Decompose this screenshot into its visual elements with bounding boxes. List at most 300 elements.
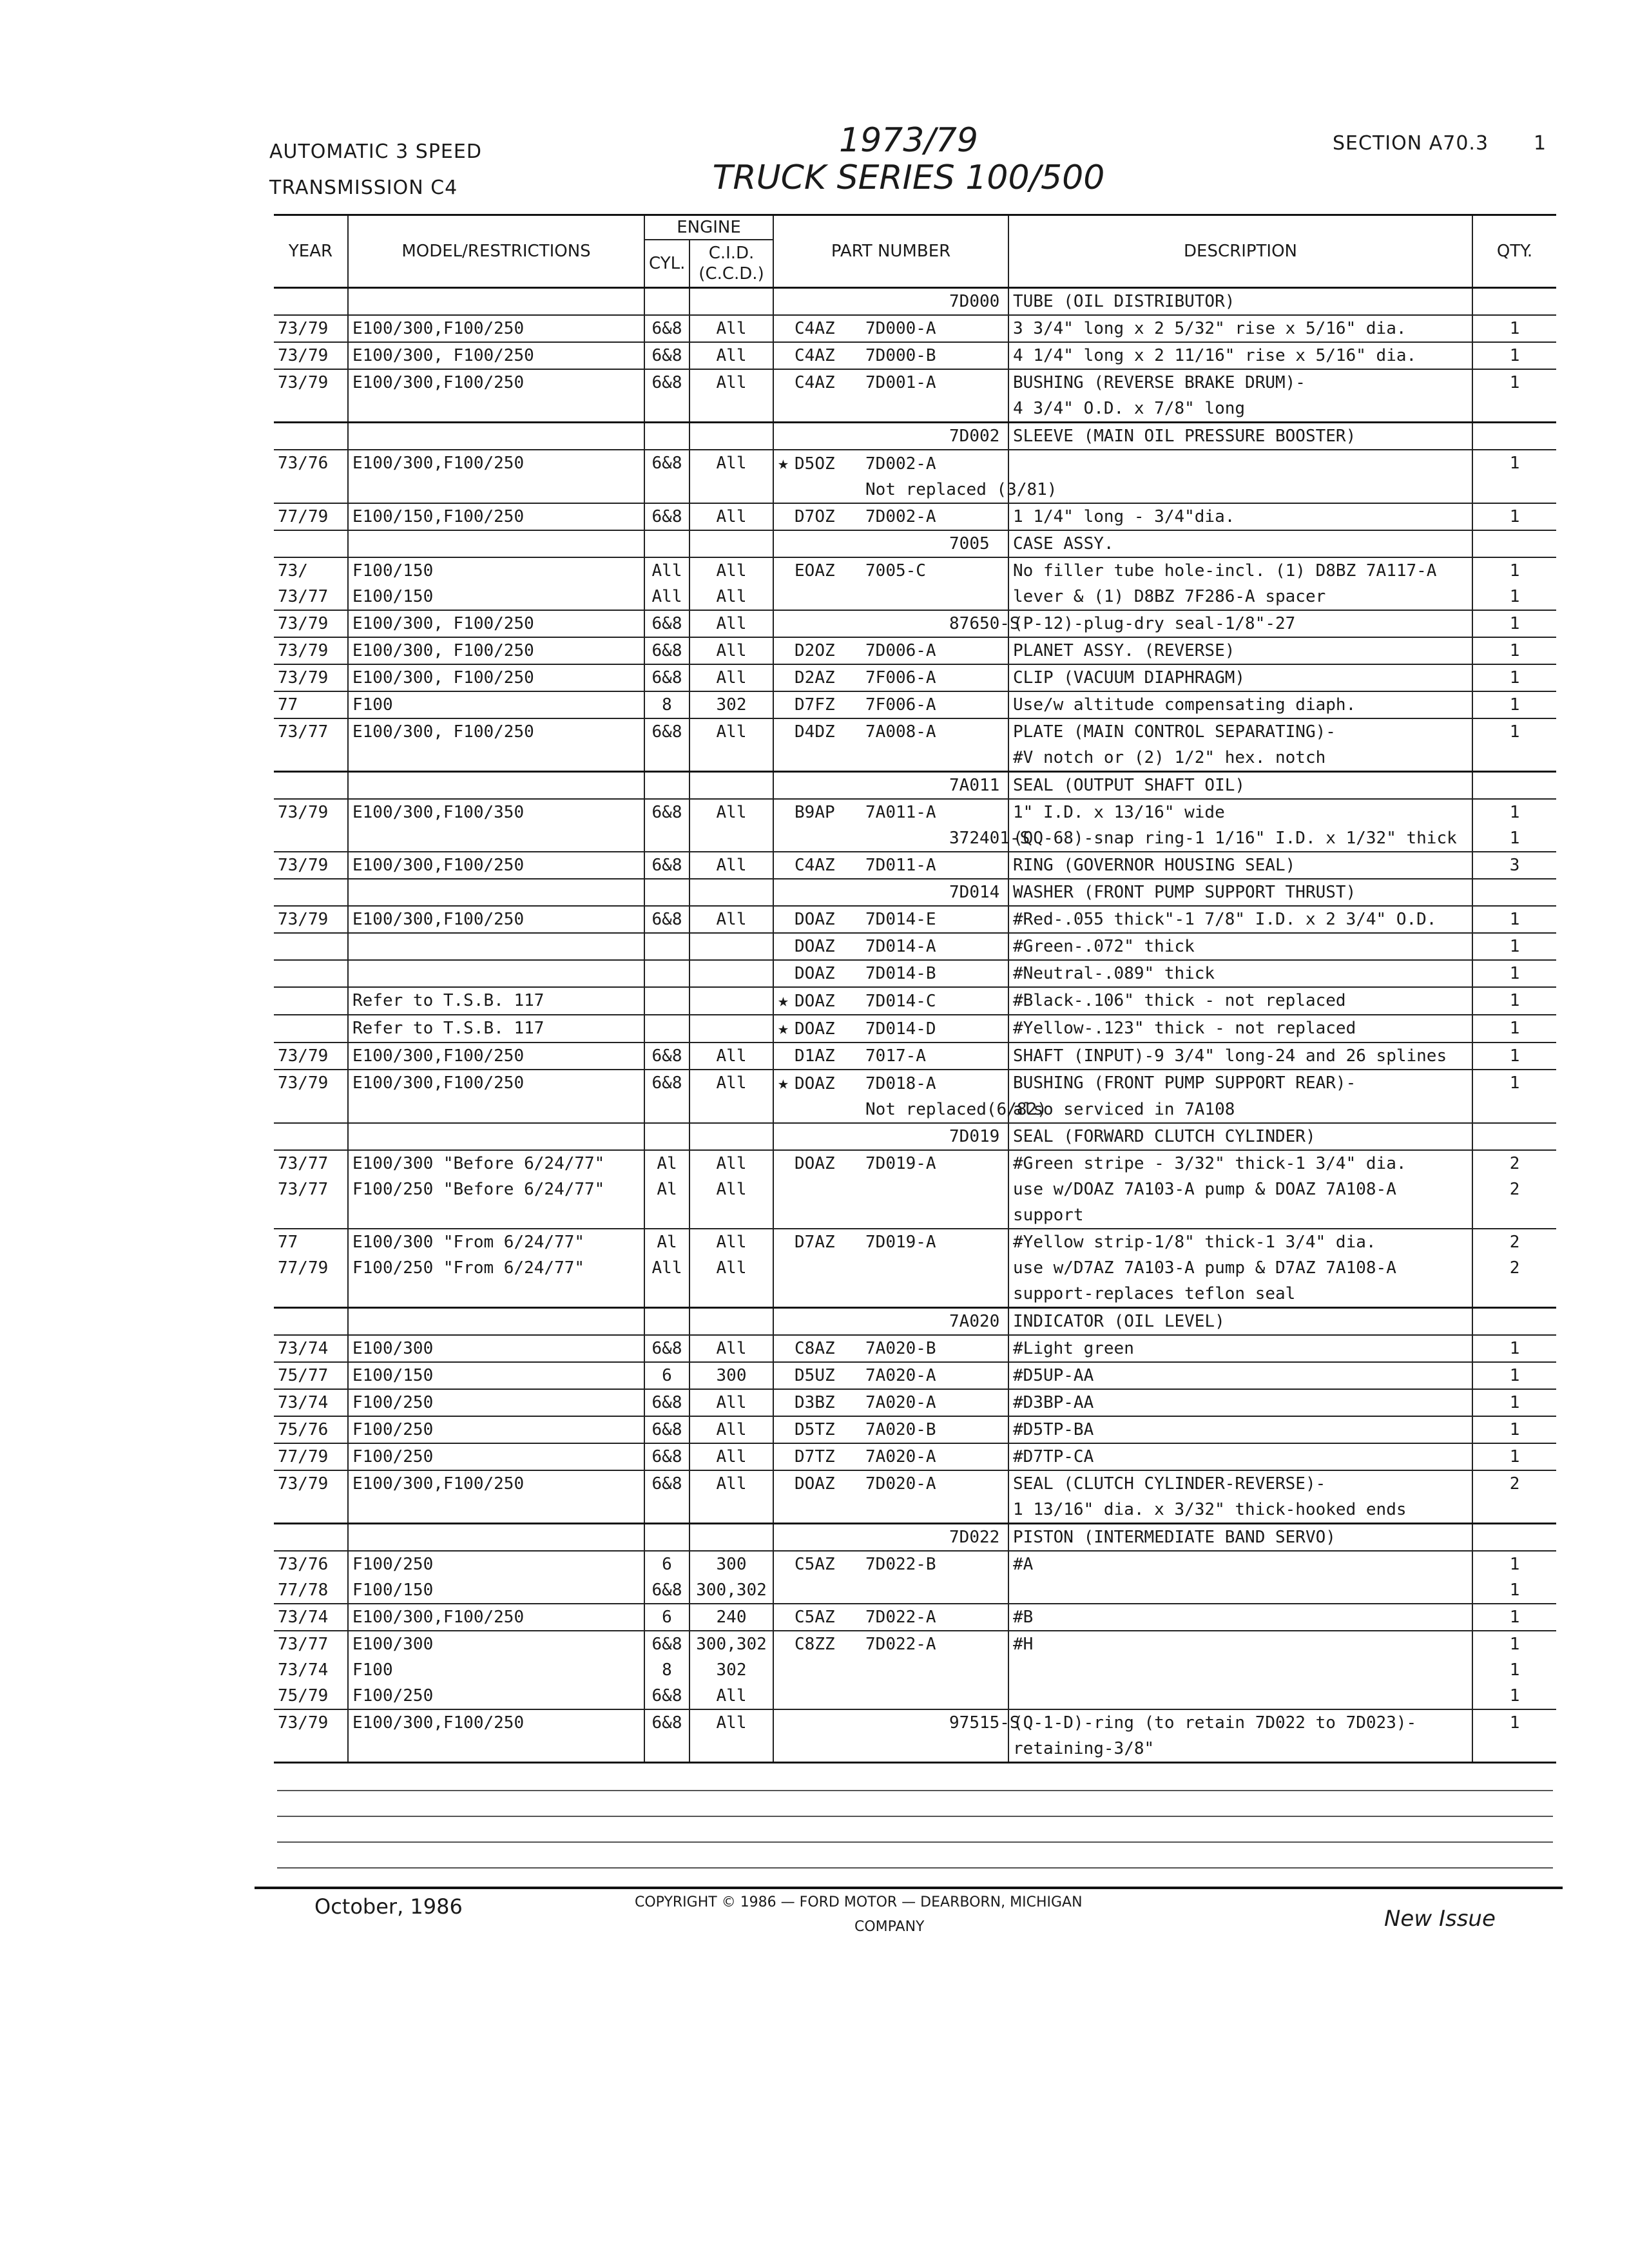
part-base: 7D011-A — [865, 856, 936, 875]
row-part-number — [773, 1229, 1008, 1255]
row-cid — [689, 960, 773, 987]
row-model-restrictions — [348, 396, 644, 423]
table-row — [274, 1281, 1556, 1308]
row-year: 77/79 — [274, 1443, 348, 1470]
part-base: 7D001-A — [865, 373, 936, 392]
row-year: 73/79 — [274, 1470, 348, 1497]
row-model-restrictions — [348, 1202, 644, 1229]
row-description: 1" I.D. x 13/16" wide — [1008, 799, 1472, 825]
row-year — [274, 960, 348, 987]
row-cyl — [644, 396, 689, 423]
row-cid — [689, 396, 773, 423]
row-part-number — [773, 987, 1008, 1015]
table-row — [274, 691, 1556, 718]
footer-rule — [255, 1887, 1563, 1889]
row-cid — [689, 772, 773, 800]
part-base: Not replaced (3/81) — [865, 480, 1057, 499]
row-qty: 2 — [1509, 1258, 1520, 1278]
row-qty — [1472, 879, 1556, 906]
table-row — [274, 1150, 1556, 1177]
row-description: CLIP (VACUUM DIAPHRAGM) — [1008, 664, 1472, 691]
table-row — [274, 396, 1556, 423]
row-year: 73/77 — [274, 584, 348, 610]
row-part-number — [773, 1604, 1008, 1631]
footer-date: October, 1986 — [314, 1894, 463, 1919]
row-model-restrictions: E100/150 — [348, 584, 644, 610]
part-base: 7D019 — [949, 1127, 1000, 1146]
part-prefix: C4AZ — [795, 346, 835, 365]
row-description: INDICATOR (OIL LEVEL) — [1008, 1308, 1472, 1336]
row-cyl — [644, 879, 689, 906]
row-model-restrictions — [348, 772, 644, 800]
footer-status: New Issue — [1384, 1906, 1496, 1932]
row-year: 73/79 — [274, 1070, 348, 1097]
part-base: 7F006-A — [865, 668, 936, 687]
part-base: 7F006-A — [865, 695, 936, 715]
row-part-number — [773, 1043, 1008, 1070]
row-qty: 1 — [1472, 1683, 1556, 1709]
row-year — [274, 1015, 348, 1043]
part-base: 87650-S — [949, 614, 1020, 633]
row-qty — [1472, 477, 1556, 503]
row-cid: All — [689, 1043, 773, 1070]
row-qty — [1472, 530, 1556, 557]
table-row — [274, 1015, 1556, 1043]
row-description: #Light green — [1008, 1335, 1472, 1362]
row-part-number — [773, 1709, 1020, 1736]
row-description: SEAL (CLUTCH CYLINDER-REVERSE)- — [1008, 1470, 1472, 1497]
row-cyl — [644, 933, 689, 960]
row-year: 73/79 — [274, 906, 348, 933]
row-year: 73/79 — [274, 1709, 348, 1736]
row-cyl: 6&8 — [644, 315, 689, 342]
row-qty: 1 — [1472, 1577, 1556, 1604]
row-cyl — [644, 1123, 689, 1150]
row-description: #Neutral-.089" thick — [1008, 960, 1472, 987]
row-part-number — [773, 584, 1008, 610]
row-description: #H — [1008, 1631, 1472, 1657]
row-year — [274, 1736, 348, 1763]
row-qty: 2 — [1509, 1233, 1520, 1252]
row-cyl: 6&8 — [644, 852, 689, 879]
row-model-restrictions: E100/300,F100/250 — [348, 1043, 644, 1070]
row-qty — [1472, 772, 1556, 800]
row-year: 77 — [274, 1229, 348, 1255]
table-row — [274, 664, 1556, 691]
row-model-restrictions: E100/300,F100/250 — [348, 450, 644, 477]
table-row — [274, 879, 1556, 906]
row-part-number — [773, 450, 1008, 477]
row-model-restrictions: E100/300, F100/250 — [348, 718, 644, 745]
row-model-restrictions: E100/300, F100/250 — [348, 610, 644, 637]
row-part-number — [773, 1097, 1047, 1123]
row-cid: 302 — [689, 1657, 773, 1683]
row-cid: All — [689, 450, 773, 477]
row-model-restrictions: E100/300 — [348, 1335, 644, 1362]
row-cyl: 6&8 — [644, 342, 689, 369]
row-cyl — [644, 825, 689, 852]
row-cid: All — [689, 718, 773, 745]
row-qty: 1 — [1472, 584, 1556, 610]
row-year — [274, 1497, 348, 1524]
table-row — [274, 584, 1556, 610]
part-base: 7A020-B — [865, 1339, 936, 1358]
row-model-restrictions: E100/300,F100/350 — [348, 799, 644, 825]
row-model-restrictions: F100/250 — [348, 1416, 644, 1443]
row-cid: 300 — [689, 1551, 773, 1577]
row-qty: 1 — [1472, 1043, 1556, 1070]
row-cid: 240 — [689, 1604, 773, 1631]
row-cid — [689, 423, 773, 450]
row-part-number — [773, 906, 1008, 933]
row-model-restrictions — [348, 933, 644, 960]
row-cid: All — [689, 906, 773, 933]
row-model-restrictions: E100/150,F100/250 — [348, 503, 644, 530]
row-part-number — [773, 1683, 1008, 1709]
row-cyl: 6&8 — [644, 369, 689, 396]
table-row — [274, 1070, 1556, 1097]
row-year: 73/77 — [274, 718, 348, 745]
table-row — [274, 1177, 1556, 1202]
row-cyl — [644, 1202, 689, 1229]
row-cid: All — [689, 557, 773, 584]
row-part-number — [773, 369, 1008, 396]
part-base: 372401-S — [949, 829, 1030, 848]
part-prefix: C5AZ — [795, 1608, 835, 1627]
part-prefix: EOAZ — [795, 561, 835, 581]
row-cyl: 6&8 — [644, 799, 689, 825]
part-base: 7A020-A — [865, 1366, 936, 1385]
row-model-restrictions — [348, 1497, 644, 1524]
row-cyl — [644, 1497, 689, 1524]
row-part-number — [773, 1443, 1008, 1470]
row-model-restrictions — [348, 825, 644, 852]
row-description: 3 3/4" long x 2 5/32" rise x 5/16" dia. — [1008, 315, 1472, 342]
parts-table — [274, 214, 1556, 1763]
part-base: 7A020-A — [865, 1393, 936, 1412]
row-qty: 1 — [1472, 1604, 1556, 1631]
part-base: 7A020-A — [865, 1447, 936, 1466]
row-qty: 1 — [1509, 722, 1520, 742]
row-qty: 1 — [1472, 610, 1556, 637]
row-description: RING (GOVERNOR HOUSING SEAL) — [1008, 852, 1472, 879]
table-row — [274, 852, 1556, 879]
part-base: 7D014-D — [865, 1019, 936, 1039]
row-part-number — [773, 772, 1008, 800]
blank-rule — [277, 1816, 1553, 1817]
row-qty: 1 — [1509, 1555, 1520, 1574]
row-year — [274, 423, 348, 450]
row-qty: 1 — [1472, 960, 1556, 987]
row-year: 73/76 — [274, 1551, 348, 1577]
row-cid: All — [689, 1070, 773, 1097]
part-base: 7D020-A — [865, 1474, 936, 1494]
row-year — [274, 772, 348, 800]
row-qty: 2 — [1509, 1474, 1520, 1494]
table-row — [274, 1683, 1556, 1709]
row-year — [274, 987, 348, 1015]
row-qty: 1 — [1472, 825, 1556, 852]
row-model-restrictions — [348, 960, 644, 987]
doc-subject-line2: TRANSMISSION C4 — [269, 177, 458, 199]
row-part-number — [773, 610, 1020, 637]
row-cid: All — [689, 664, 773, 691]
row-part-number — [773, 1577, 1008, 1604]
table-row — [274, 960, 1556, 987]
row-part-number — [773, 1416, 1008, 1443]
row-qty: 1 — [1472, 503, 1556, 530]
table-row — [274, 1604, 1556, 1631]
row-description: 1 13/16" dia. x 3/32" thick-hooked ends — [1008, 1497, 1472, 1524]
row-description: #D3BP-AA — [1008, 1389, 1472, 1416]
row-cyl: 6&8 — [644, 637, 689, 664]
row-year: 73/79 — [274, 315, 348, 342]
row-cyl: 6&8 — [644, 1043, 689, 1070]
row-cid — [689, 933, 773, 960]
row-cyl: Al — [644, 1150, 689, 1177]
row-cid — [689, 745, 773, 772]
row-part-number — [773, 557, 1008, 584]
table-row — [274, 1577, 1556, 1604]
row-cyl: 6&8 — [644, 1470, 689, 1497]
row-model-restrictions — [348, 745, 644, 772]
row-cyl — [644, 1281, 689, 1308]
row-description: (QQ-68)-snap ring-1 1/16" I.D. x 1/32" thick — [1008, 825, 1472, 852]
row-description — [1008, 450, 1472, 477]
row-model-restrictions: Refer to T.S.B. 117 — [348, 987, 644, 1015]
row-cid: All — [689, 1470, 773, 1497]
row-cyl — [644, 288, 689, 316]
row-year: 77/79 — [274, 1255, 348, 1281]
part-base: 7A020 — [949, 1312, 1000, 1331]
row-part-number — [773, 423, 1008, 450]
row-cid: All — [689, 610, 773, 637]
part-prefix: C5AZ — [795, 1555, 835, 1574]
row-part-number — [773, 960, 1008, 987]
row-model-restrictions: E100/300 "Before 6/24/77" — [348, 1150, 644, 1177]
col-header-engine: ENGINE — [644, 215, 773, 240]
part-prefix: D7AZ — [795, 1233, 835, 1252]
row-qty: 3 — [1472, 852, 1556, 879]
row-qty: 1 — [1472, 1335, 1556, 1362]
row-part-number — [773, 1524, 1008, 1552]
row-cid: All — [689, 1389, 773, 1416]
row-cyl: 6&8 — [644, 503, 689, 530]
table-row — [274, 342, 1556, 369]
row-cyl — [644, 1308, 689, 1336]
part-base: Not replaced(6/82) — [865, 1100, 1047, 1119]
row-year: 73/74 — [274, 1335, 348, 1362]
row-model-restrictions: F100/250 "Before 6/24/77" — [348, 1177, 644, 1202]
table-row — [274, 1255, 1556, 1281]
part-base: 7A011-A — [865, 803, 936, 822]
row-description: #Green-.072" thick — [1008, 933, 1472, 960]
row-part-number — [773, 503, 1008, 530]
row-part-number — [773, 745, 1008, 772]
part-prefix: C8ZZ — [795, 1635, 835, 1654]
row-year: 73/74 — [274, 1389, 348, 1416]
row-qty — [1472, 288, 1556, 316]
row-cid: All — [689, 1416, 773, 1443]
row-cyl: 6&8 — [644, 906, 689, 933]
row-part-number — [773, 1255, 1008, 1281]
row-year: 73/79 — [274, 369, 348, 396]
row-description: (Q-1-D)-ring (to retain 7D022 to 7D023)- — [1008, 1709, 1472, 1736]
row-part-number — [773, 933, 1008, 960]
row-year — [274, 1281, 348, 1308]
row-model-restrictions: F100/250 — [348, 1683, 644, 1709]
part-prefix: D4DZ — [795, 722, 835, 742]
row-cid — [689, 1524, 773, 1552]
row-part-number — [773, 691, 1008, 718]
row-description: #Green stripe - 3/32" thick-1 3/4" dia. — [1008, 1150, 1472, 1177]
row-model-restrictions — [348, 1281, 644, 1308]
row-part-number — [773, 1362, 1008, 1389]
table-row — [274, 933, 1556, 960]
row-part-number — [773, 396, 1008, 423]
col-header-model: MODEL/RESTRICTIONS — [348, 215, 644, 288]
row-qty: 1 — [1509, 1635, 1520, 1654]
table-row — [274, 1097, 1556, 1123]
part-prefix: C4AZ — [795, 856, 835, 875]
row-qty: 1 — [1472, 1389, 1556, 1416]
table-row — [274, 1551, 1556, 1577]
row-cyl: Al — [644, 1229, 689, 1255]
part-prefix: D5OZ — [795, 454, 835, 474]
row-model-restrictions: E100/300 — [348, 1631, 644, 1657]
row-cid: All — [689, 799, 773, 825]
row-year — [274, 1123, 348, 1150]
row-cyl: 6&8 — [644, 1443, 689, 1470]
row-cid: All — [689, 1229, 773, 1255]
row-description: #V notch or (2) 1/2" hex. notch — [1008, 745, 1472, 772]
row-model-restrictions: E100/300,F100/250 — [348, 1470, 644, 1497]
row-cid — [689, 1736, 773, 1763]
row-cid — [689, 1015, 773, 1043]
row-part-number — [773, 1736, 1008, 1763]
row-cid: 302 — [689, 691, 773, 718]
row-model-restrictions — [348, 1736, 644, 1763]
col-header-cid — [689, 240, 773, 288]
row-year: 73/77 — [274, 1150, 348, 1177]
part-base: 7D022-A — [865, 1608, 936, 1627]
row-model-restrictions: F100/250 — [348, 1389, 644, 1416]
row-cyl — [644, 1524, 689, 1552]
table-row — [274, 906, 1556, 933]
row-year — [274, 1202, 348, 1229]
part-prefix: B9AP — [795, 803, 835, 822]
row-description: retaining-3/8" — [1008, 1736, 1472, 1763]
row-cid: All — [689, 852, 773, 879]
part-base: 7A020-B — [865, 1420, 936, 1439]
part-prefix: DOAZ — [795, 1074, 835, 1093]
row-model-restrictions: F100 — [348, 691, 644, 718]
row-year: 77/78 — [274, 1577, 348, 1604]
row-part-number — [773, 718, 1008, 745]
row-qty — [1472, 745, 1556, 772]
col-header-part: PART NUMBER — [773, 215, 1008, 288]
row-cyl: 6 — [644, 1362, 689, 1389]
part-prefix: C8AZ — [795, 1339, 835, 1358]
part-base: 7D022-B — [865, 1555, 936, 1574]
part-base: 7D014-B — [865, 964, 936, 983]
row-year: 75/77 — [274, 1362, 348, 1389]
row-cid: All — [689, 342, 773, 369]
row-description: PLANET ASSY. (REVERSE) — [1008, 637, 1472, 664]
row-part-number — [773, 852, 1008, 879]
row-cyl: 6&8 — [644, 1683, 689, 1709]
part-prefix: D7OZ — [795, 507, 835, 526]
row-model-restrictions: E100/300,F100/250 — [348, 1070, 644, 1097]
row-part-number — [773, 1015, 1008, 1043]
row-part-number — [773, 799, 1008, 825]
part-base: 7D018-A — [865, 1074, 936, 1093]
part-base: 7D014-A — [865, 937, 936, 956]
row-model-restrictions — [348, 288, 644, 316]
table-row — [274, 745, 1556, 772]
table-row — [274, 637, 1556, 664]
row-description — [1008, 1683, 1472, 1709]
row-year: 75/79 — [274, 1683, 348, 1709]
row-qty: 1 — [1472, 1416, 1556, 1443]
row-qty: 1 — [1472, 1443, 1556, 1470]
row-description: also serviced in 7A108 — [1008, 1097, 1472, 1123]
part-prefix: D3BZ — [795, 1393, 835, 1412]
doc-title-series: TRUCK SERIES 100/500 — [712, 159, 1105, 197]
row-description: SLEEVE (MAIN OIL PRESSURE BOOSTER) — [1008, 423, 1472, 450]
row-model-restrictions: E100/300, F100/250 — [348, 637, 644, 664]
row-cyl: 6&8 — [644, 1335, 689, 1362]
part-prefix: DOAZ — [795, 910, 835, 929]
row-qty: 1 — [1509, 561, 1520, 581]
row-description: CASE ASSY. — [1008, 530, 1472, 557]
blank-rule — [277, 1841, 1553, 1843]
row-description: SEAL (FORWARD CLUTCH CYLINDER) — [1008, 1123, 1472, 1150]
table-row — [274, 1470, 1556, 1497]
row-model-restrictions: F100/150 — [348, 1577, 644, 1604]
table-row — [274, 1202, 1556, 1229]
row-cyl: 6&8 — [644, 1709, 689, 1736]
row-part-number — [773, 1281, 1008, 1308]
table-row — [274, 1416, 1556, 1443]
row-description: (P-12)-plug-dry seal-1/8"-27 — [1008, 610, 1472, 637]
row-cyl: 6&8 — [644, 450, 689, 477]
row-cyl — [644, 423, 689, 450]
row-year — [274, 933, 348, 960]
row-model-restrictions: E100/300,F100/250 — [348, 1709, 644, 1736]
row-qty: 1 — [1472, 1362, 1556, 1389]
footer-copyright: COPYRIGHT © 1986 — FORD MOTOR — DEARBORN, MICHIGAN — [635, 1894, 1083, 1910]
row-year: 73/79 — [274, 799, 348, 825]
row-description: #D5TP-BA — [1008, 1416, 1472, 1443]
table-row — [274, 1497, 1556, 1524]
row-cyl — [644, 987, 689, 1015]
star-icon: ★ — [778, 1072, 789, 1093]
table-row — [274, 1736, 1556, 1763]
row-part-number — [773, 637, 1008, 664]
row-qty: 1 — [1472, 987, 1556, 1015]
table-row — [274, 1389, 1556, 1416]
row-description: SEAL (OUTPUT SHAFT OIL) — [1008, 772, 1472, 800]
col-header-description: DESCRIPTION — [1008, 215, 1472, 288]
row-year: 73/79 — [274, 1043, 348, 1070]
row-model-restrictions — [348, 423, 644, 450]
row-part-number — [773, 664, 1008, 691]
row-cid: All — [689, 1709, 773, 1736]
row-description: use w/DOAZ 7A103-A pump & DOAZ 7A108-A — [1008, 1177, 1472, 1202]
row-cid: All — [689, 369, 773, 396]
row-year: 77 — [274, 691, 348, 718]
